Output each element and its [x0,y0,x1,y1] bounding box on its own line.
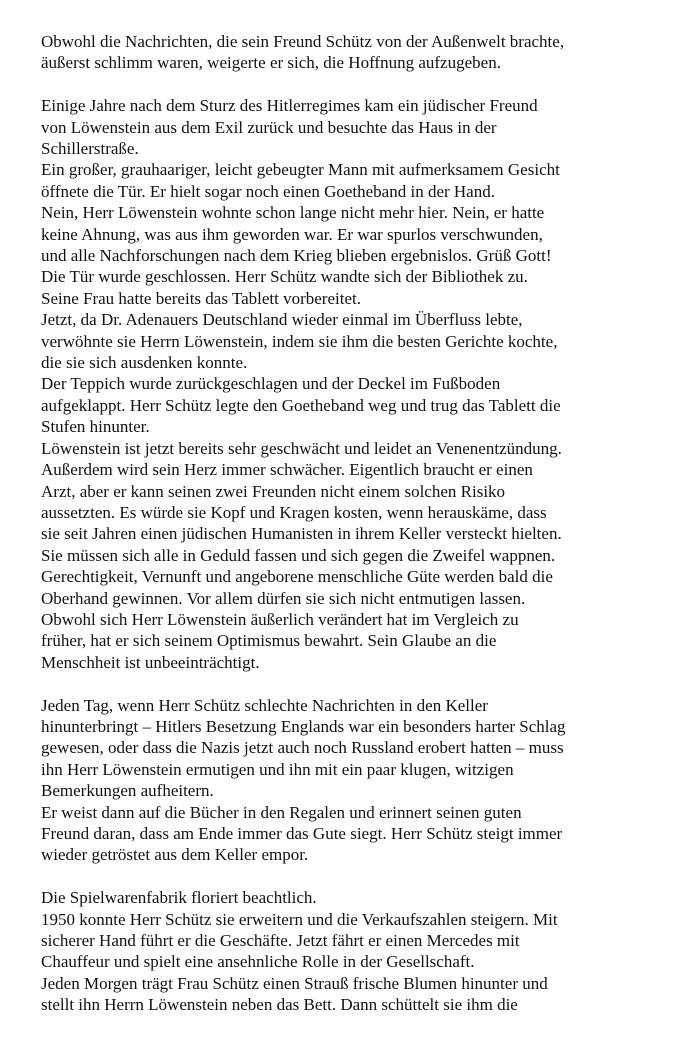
text-line: Er weist dann auf die Bücher in den Regalen und erinnert seinen guten [41,802,522,822]
text-line: Der Teppich wurde zurückgeschlagen und der Deckel im Fußboden [41,374,501,394]
text-line: Die Tür wurde geschlossen. Herr Schütz wandte sich der Bibliothek zu. [41,267,528,287]
text-line: sie seit Jahren einen jüdischen Humanisten in ihrem Keller versteckt hielten. [41,524,562,544]
text-line: Menschheit ist unbeeinträchtigt. [41,652,260,672]
document-page [41,31,681,1037]
paragraph-daily-news [41,695,681,866]
text-line: verwöhnte sie Herrn Löwenstein, indem sie ihm die besten Gerichte kochte, [41,331,558,351]
text-line: keine Ahnung, was aus ihm geworden war. Er war spurlos verschwunden, [41,224,543,244]
text-line: Gerechtigkeit, Vernunft und angeborene menschliche Güte werden bald die [41,567,553,587]
text-line: äußerst schlimm waren, weigerte er sich, die Hoffnung aufzugeben. [41,53,501,73]
text-line: Bemerkungen aufheitern. [41,781,214,801]
text-line: früher, hat er sich seinem Optimismus bewahrt. Sein Glaube an die [41,631,497,651]
text-line: aufgeklappt. Herr Schütz legte den Goetheband weg und trug das Tablett die [41,395,561,415]
text-line: Nein, Herr Löwenstein wohnte schon lange nicht mehr hier. Nein, er hatte [41,203,545,223]
text-line: Seine Frau hatte bereits das Tablett vorbereitet. [41,288,361,308]
text-line: aussetzten. Es würde sie Kopf und Kragen kosten, wenn herauskäme, dass [41,502,547,522]
text-line: Stufen hinunter. [41,417,150,437]
text-line: Schillerstraße. [41,139,139,159]
text-line: die sie sich ausdenken konnte. [41,353,248,373]
text-line: gewesen, oder dass die Nazis jetzt auch noch Russland erobert hatten – muss [41,738,564,758]
text-line: Jetzt, da Dr. Adenauers Deutschland wieder einmal im Überfluss lebte, [41,310,523,330]
text-line: Die Spielwarenfabrik floriert beachtlich. [41,888,317,908]
text-line: Sie müssen sich alle in Geduld fassen und sich gegen die Zweifel wappnen. [41,545,556,565]
text-line: hinunterbringt – Hitlers Besetzung Englands war ein besonders harter Schlag [41,716,566,736]
text-line: wieder getröstet aus dem Keller empor. [41,845,309,865]
text-line: 1950 konnte Herr Schütz sie erweitern und die Verkaufszahlen steigern. Mit [41,909,558,929]
text-line: Obwohl die Nachrichten, die sein Freund Schütz von der Außenwelt brachte, [41,32,565,51]
text-line: Ein großer, grauhaariger, leicht gebeugter Mann mit aufmerksamem Gesicht [41,160,560,180]
text-line: ihn Herr Löwenstein ermutigen und ihn mit ein paar klugen, witzigen [41,759,514,779]
paragraph-visit-and-cellar [41,95,681,673]
text-line: Jeden Tag, wenn Herr Schütz schlechte Nachrichten in den Keller [41,695,488,715]
text-line: Einige Jahre nach dem Sturz des Hitlerregimes kam ein jüdischer Freund [41,96,538,116]
text-line: und alle Nachforschungen nach dem Krieg blieben ergebnislos. Grüß Gott! [41,246,552,266]
text-line: öffnete die Tür. Er hielt sogar noch einen Goetheband in der Hand. [41,181,495,201]
text-line: Obwohl sich Herr Löwenstein äußerlich verändert hat im Vergleich zu [41,609,519,629]
text-line: Arzt, aber er kann seinen zwei Freunden nicht einem solchen Risiko [41,481,506,501]
paragraph-toy-factory [41,887,681,1015]
text-line: von Löwenstein aus dem Exil zurück und besuchte das Haus in der [41,117,497,137]
text-line: Oberhand gewinnen. Vor allem dürfen sie sich nicht entmutigen lassen. [41,588,526,608]
text-line: Außerdem wird sein Herz immer schwächer. Eigentlich braucht er einen [41,460,533,480]
text-line: sicherer Hand führt er die Geschäfte. Jetzt fährt er einen Mercedes mit [41,931,520,951]
text-line: Löwenstein ist jetzt bereits sehr geschwächt und leidet an Venenentzündung. [41,438,562,458]
text-line: Chauffeur und spielt eine ansehnliche Rolle in der Gesellschaft. [41,952,475,972]
paragraph-hope [41,31,681,74]
text-line: stellt ihn Herrn Löwenstein neben das Bett. Dann schüttelt sie ihm die [41,995,518,1015]
text-line: Freund daran, dass am Ende immer das Gute siegt. Herr Schütz steigt immer [41,824,563,843]
text-line: Jeden Morgen trägt Frau Schütz einen Strauß frische Blumen hinunter und [41,973,548,993]
